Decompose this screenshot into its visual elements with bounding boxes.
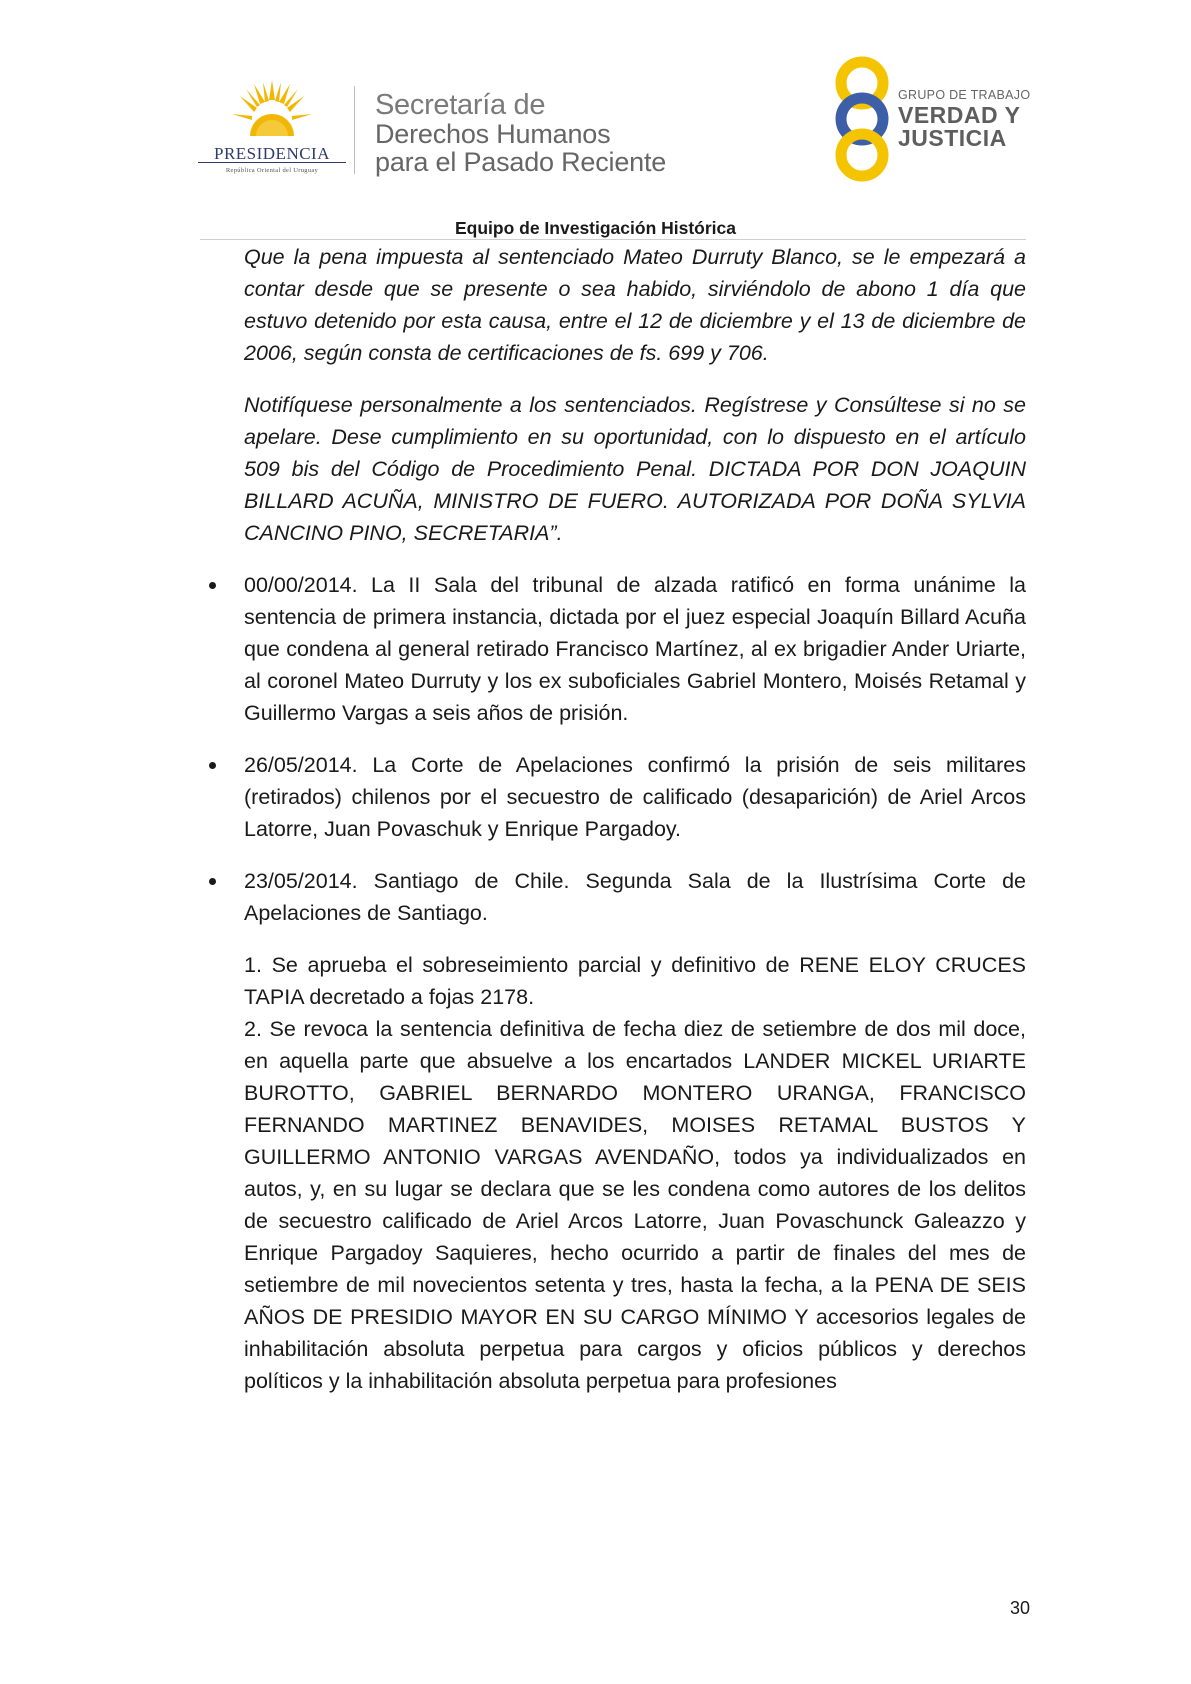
bullet-item — [244, 749, 1026, 845]
numbered-item: 2. Se revoca la sentencia definitiva de fecha diez de setiembre de dos mil doce, en aquella parte que absuelve a los encartados LANDER MICKEL URIARTE BUROTTO, GABRIEL BERNARDO MONTERO URANGA, FRANCISCO FERNANDO MARTINEZ BENAVIDES, MOISES RETAMAL BUSTOS Y GUILLERMO ANTONIO VARGAS AVENDAÑO, todos ya individualizados en autos, y, en su lugar se declara que se les condena como autores de los delitos de secuestro calificado de Ariel Arcos Latorre, Juan Povaschunck Galeazzo y Enrique Pargadoy Saquieres, hecho ocurrido a partir de finales del mes de setiembre de mil novecientos setenta y tres, hasta la fecha, a la PENA DE SEIS AÑOS DE PRESIDIO MAYOR EN SU CARGO MÍNIMO Y accesorios legales de inhabilitación absoluta perpetua para cargos y oficios públicos y derechos políticos y la inhabilitación absoluta perpetua para profesiones — [244, 1017, 1026, 1393]
document-body — [244, 241, 1026, 1397]
quote-paragraph: Notifíquese personalmente a los sentenciados. Regístrese y Consúltese si no se apelare. Dese cumplimiento en su oportunidad, con lo dispuesto en el artículo 509 bis del Código de Procedimiento Penal. DICTADA POR DON JOAQUIN BILLARD ACUÑA, MINISTRO DE FUERO. AUTORIZADA POR DOÑA SYLVIA CANCINO PINO, SECRETARIA”. — [244, 393, 1026, 545]
bullet-item — [244, 865, 1026, 929]
sun-emblem-icon — [232, 80, 312, 136]
numbered-item: 1. Se aprueba el sobreseimiento parcial y definitivo de RENE ELOY CRUCES TAPIA decretado a fojas 2178. — [244, 953, 1026, 1009]
grupo-trabajo-line-3: JUSTICIA — [898, 125, 1007, 151]
page-number: 30 — [1009, 1598, 1030, 1618]
grupo-trabajo-line-2: VERDAD Y — [898, 102, 1021, 128]
grupo-trabajo-line-1: GRUPO DE TRABAJO — [898, 88, 1031, 102]
bullet-text: 26/05/2014. La Corte de Apelaciones confirmó la prisión de seis militares (retirados) chilenos por el secuestro de calificado (desaparición) de Ariel Arcos Latorre, Juan Povaschuk y Enrique Pargadoy. — [244, 753, 1026, 841]
presidencia-subtitle: República Oriental del Uruguay — [225, 167, 319, 174]
logo-separator — [354, 86, 355, 174]
unit-title: Equipo de Investigación Histórica — [454, 218, 737, 238]
quote-paragraph: Que la pena impuesta al sentenciado Mateo Durruty Blanco, se le empezará a contar desde que se presente o sea habido, sirviéndolo de abono 1 día que estuvo detenido por esta causa, entre el 12 de diciembre y el 13 de diciembre de 2006, según consta de certificaciones de fs. 699 y 706. — [244, 245, 1026, 365]
bullet-item — [244, 569, 1026, 729]
secretaria-line-2: Derechos Humanos — [375, 119, 611, 149]
bullet-text: 23/05/2014. Santiago de Chile. Segunda Sala de la Ilustrísima Corte de Apelaciones de Santiago. — [244, 869, 1026, 925]
bullet-icon — [209, 878, 216, 885]
page-header — [0, 0, 1191, 238]
verdad-justicia-rings-icon — [822, 56, 902, 182]
presidencia-name: PRESIDENCIA — [213, 144, 330, 163]
secretaria-line-3: para el Pasado Reciente — [375, 147, 667, 177]
secretaria-logo-text — [375, 90, 666, 176]
bullet-text: 00/00/2014. La II Sala del tribunal de alzada ratificó en forma unánime la sentencia de primera instancia, dictada por el juez especial Joaquín Billard Acuña que condena al general retirado Francisco Martínez, al ex brigadier Ander Uriarte, al coronel Mateo Durruty y los ex suboficiales Gabriel Montero, Moisés Retamal y Guillermo Vargas a seis años de prisión. — [244, 573, 1026, 725]
secretaria-line-1: Secretaría de — [375, 89, 546, 121]
bullet-icon — [209, 762, 216, 769]
presidencia-logo — [196, 80, 348, 180]
grupo-trabajo-text — [898, 88, 1030, 150]
bullet-icon — [209, 582, 216, 589]
header-rule — [200, 239, 1026, 240]
